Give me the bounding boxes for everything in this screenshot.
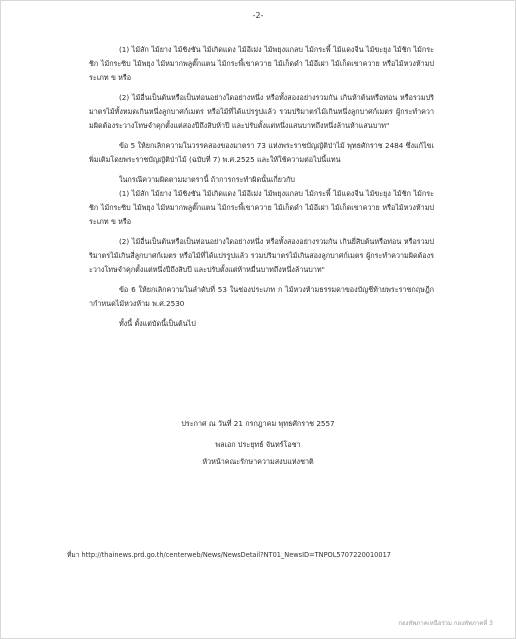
source-line xyxy=(67,549,391,560)
block2-item2: (2) ไม้อื่นเป็นต้นหรือเป็นท่อนอย่างใดอย่างหนึ่ง หรือทั้งสองอย่างรวมกัน เกินยี่สิบต้นหรือท่อน หรือรวมปริมาตรไม้เกินสี่ลูกบาศก์เมตร หรือไม้ที่ได้แปรรูปแล้ว รวมปริมาตรไม้เกินสองลูกบาศก์เมตร ผู้กระทำความผิดต้องระวางโทษจำคุกตั้งแต่หนึ่งปีถึงสิบปี และปรับตั้งแต่ห้าหมื่นบาทถึงหนึ่งล้านบาท" xyxy=(89,237,434,274)
footer-text: กองทัพภาคเหนือร่วม กองทัพภาคที่ 3 xyxy=(398,620,493,627)
section-6-paragraph: ข้อ 6 ให้ยกเลิกความในลำดับที่ 53 ในช่องประเภท ก ไม้หวงห้ามธรรมดาของบัญชีท้ายพระราชกฤษฎีกากำหนดไม้หวงห้าม พ.ศ.2530 xyxy=(89,285,434,308)
block1-item2: (2) ไม้อื่นเป็นต้นหรือเป็นท่อนอย่างใดอย่างหนึ่ง หรือทั้งสองอย่างรวมกัน เกินห้าต้นหรือท่อน หรือรวมปริมาตรไม้ทั้งหมดเกินหนึ่งลูกบาศก์เมตร หรือไม้ที่ได้แปรรูปแล้ว รวมปริมาตรไม้เกินหนึ่งลูกบาศก์เมตร ผู้กระทำความผิดต้องระวางโทษจำคุกตั้งแต่สองปีถึงสิบห้าปี และปรับตั้งแต่หนึ่งแสนบาทถึงหนึ่งล้านห้าแสนบาท" xyxy=(89,93,434,130)
section-5-paragraph: ข้อ 5 ให้ยกเลิกความในวรรคสองของมาตรา 73 แห่งพระราชบัญญัติป่าไม้ พุทธศักราช 2484 ซึ่งแก้ไขเพิ่มเติมโดยพระราชบัญญัติป่าไม้ (ฉบับที่ 7) พ.ศ.2525 และให้ใช้ความต่อไปนี้แทน xyxy=(89,141,434,164)
signature-block xyxy=(1,415,515,470)
closing-line: ทั้งนี้ ตั้งแต่บัดนี้เป็นต้นไป xyxy=(119,319,196,328)
block2-intro: ในกรณีความผิดตามมาตรานี้ ถ้าการกระทำผิดนั้นเกี่ยวกับ xyxy=(119,175,295,184)
signer-name: พลเอก ประยุทธ์ จันทร์โอชา xyxy=(215,440,301,449)
source-url-link[interactable]: http://thainews.prd.go.th/centerweb/News/NewsDetail?NT01_NewsID=TNPOL5707220010017 xyxy=(81,551,391,559)
block2-item1: (1) ไม้สัก ไม้ยาง ไม้ชิงชัน ไม้เกิดแดง ไม้อีเม่ง ไม้พยุงแกลบ ไม้กระพี้ ไม้แดงจีน ไม้ขะยุง ไม้ชิก ไม้กระชิก ไม้กระซิบ ไม้พยุง ไม้หมากพลูตั๊กแตน ไม้กระพี้เขาควาย ไม้เก็ดดำ ไม้อีเผ่า ไม้เก็ดเขาควาย หรือไม้หวงห้ามประเภท ข หรือ xyxy=(89,189,434,226)
block1-item1: (1) ไม้สัก ไม้ยาง ไม้ชิงชัน ไม้เกิดแดง ไม้อีเม่ง ไม้พยุงแกลบ ไม้กระพี้ ไม้แดงจีน ไม้ขะยุง ไม้ชิก ไม้กระชิก ไม้กระซิบ ไม้พยุง ไม้หมากพลูตั๊กแตน ไม้กระพี้เขาควาย ไม้เก็ดดำ ไม้อีเผ่า ไม้เก็ดเขาควาย หรือไม้หวงห้ามประเภท ข หรือ xyxy=(89,45,434,82)
signer-title: หัวหน้าคณะรักษาความสงบแห่งชาติ xyxy=(202,457,314,466)
announcement-date: ประกาศ ณ วันที่ 21 กรกฎาคม พุทธศักราช 2557 xyxy=(181,419,335,428)
page-number: -2- xyxy=(252,11,264,20)
source-label: ที่มา xyxy=(67,551,80,559)
document-body xyxy=(89,43,434,331)
